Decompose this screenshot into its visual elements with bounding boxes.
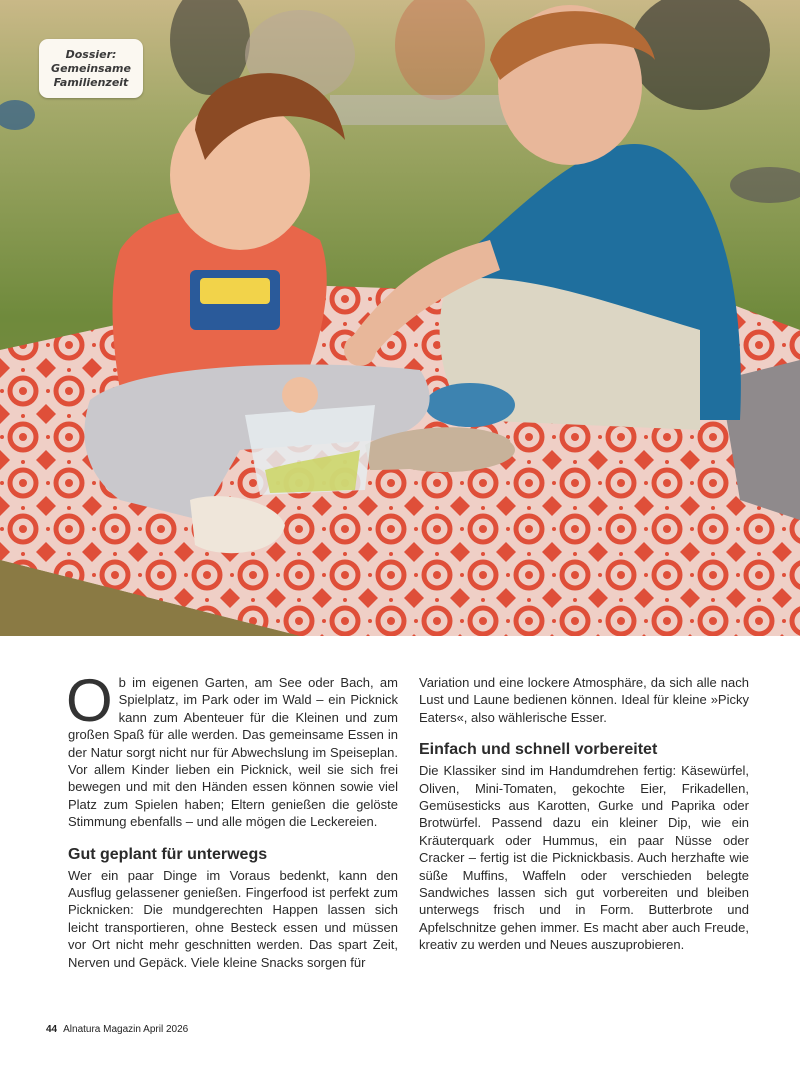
magazine-name: Alnatura Magazin April 2026 — [63, 1024, 189, 1035]
planning-paragraph: Wer ein paar Dinge im Voraus bedenkt, kann den Ausflug gelassener genießen. Fingerfood ist perfekt zum Picknicken: Die mundgerechten Happen lassen sich leicht transportieren, ohne Besteck essen und müssen vor Ort nicht mehr geschnitten werden. Das spart Zeit, Nerven und Gepäck. Viele kleine Snacks sorgen für — [68, 867, 398, 970]
intro-text: b im eigenen Garten, am See oder Bach, am Spielplatz, im Park oder im Wald – ein Picknick kann zum Abenteuer für die Kleinen und zum großen Spaß für alle werden. Das gemeinsame Essen in der Natur sorgt nicht nur für Abwechslung im Speiseplan. Vor allem Kinder lieben ein Picknick, weil sie sich frei bewegen und mit den Händen essen können sowie viel Platz zum Spielen haben; Eltern genießen die gelöste Stimmung ebenfalls – und alle mögen die Leckereien. — [68, 675, 398, 830]
badge-line-1: Dossier: — [65, 47, 117, 61]
page-number: 44 — [46, 1024, 58, 1035]
badge-line-3: Familienzeit — [53, 75, 129, 89]
section-heading-planning: Gut geplant für unterwegs — [68, 845, 268, 863]
drop-cap: O — [66, 667, 113, 734]
dossier-badge — [39, 39, 143, 98]
planning-paragraph-continued: Variation und eine lockere Atmosphäre, da sich alle nach Lust und Laune bedienen können. Ideal für kleine »Picky Eaters«, also wählerische Esser. — [419, 675, 749, 725]
section-heading-preparation: Einfach und schnell vorbereitet — [419, 741, 658, 759]
article-column-left — [66, 667, 398, 971]
page-footer — [46, 1024, 188, 1035]
article-column-right — [419, 674, 749, 954]
badge-line-2: Gemeinsame — [51, 61, 131, 75]
preparation-paragraph: Die Klassiker sind im Handumdrehen fertig: Käsewürfel, Oliven, Mini-Tomaten, gekochte Eier, Frikadellen, Gemüsesticks aus Karotten, Gurke und Paprika oder Brotwürfel. Passend dazu ein kleiner Dip, wie ein Kräuterquark oder Hummus, ein paar Nüsse oder Cracker – fertig ist die Picknickbasis. Auch herzhafte wie süße Muffins, Waffeln oder verschieden belegte Sandwiches lassen sich gut vorbereiten und bleiben unterwegs frisch und in Form. Butterbrote und Apfelschnitze gehen immer. Es macht aber auch Freude, kreativ zu werden und Neues auszuprobieren. — [419, 763, 749, 953]
intro-paragraph — [66, 667, 398, 831]
